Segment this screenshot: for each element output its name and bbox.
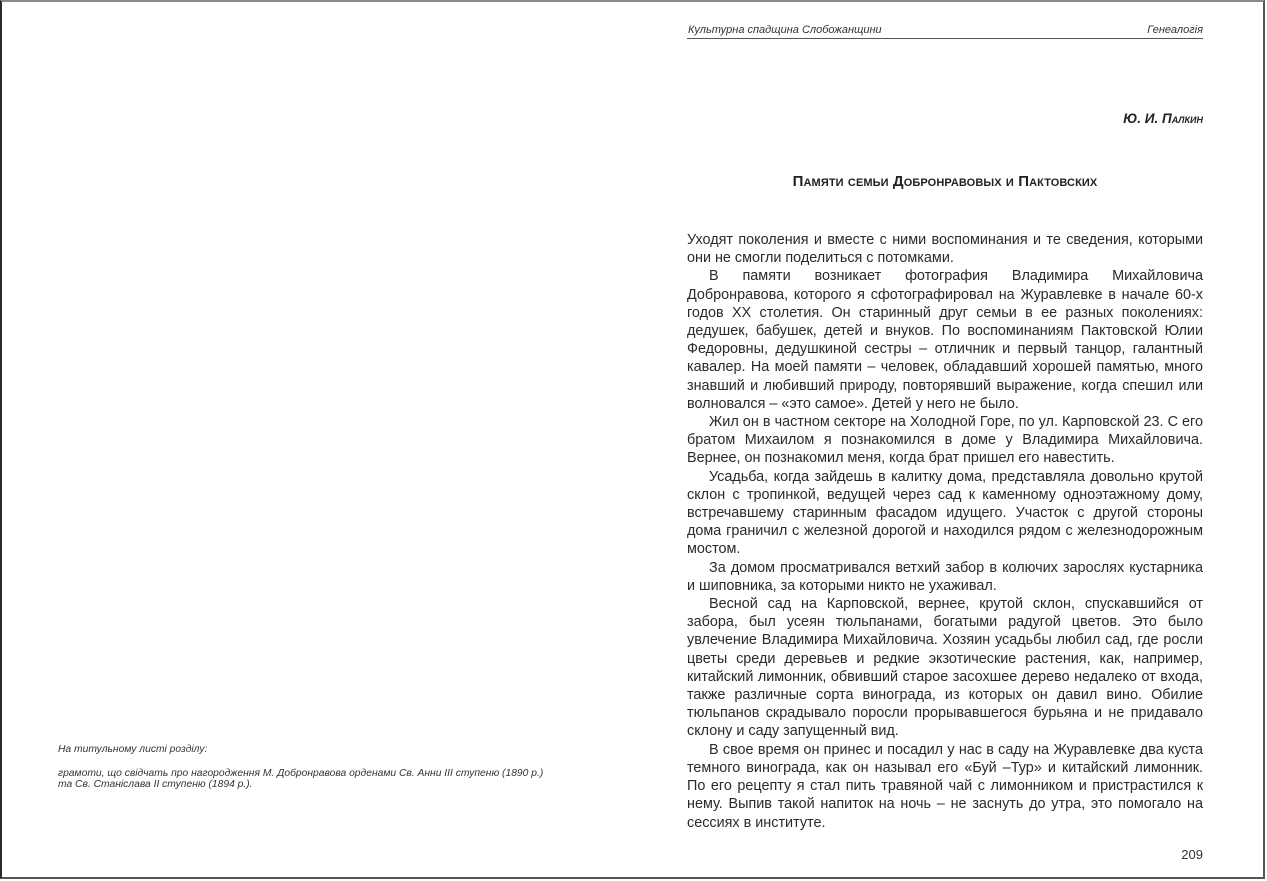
- illustration-caption: [58, 744, 598, 791]
- journal-title: Культурна спадщина Слобожанщини: [688, 24, 882, 36]
- paragraph: Жил он в частном секторе на Холодной Горе, по ул. Карповской 23. С его братом Михаилом я познакомился в доме у Владимира Михайловича. Вернее, он познакомил меня, когда брат пришел его навестить.: [687, 414, 1203, 467]
- right-page: [633, 0, 1267, 881]
- paragraph: В свое время он принес и посадил у нас в саду на Журавлевке два куста темного винограда, как он называл его «Буй –Тур» и китайский лимонник. По его рецепту я стал пить травяной чай с лимонником и пристрастился к нему. Выпив такой напиток на ночь – не заснуть до утра, это помогало на сессиях в институте.: [687, 741, 1203, 831]
- paragraph: Весной сад на Карповской, вернее, крутой склон, спускавшийся от забора, был усеян тюльпанами, богатыми радугой цветов. Это было увлечение Владимира Михайловича. Хозяин усадьбы любил сад, где росли цветы среди деревьев и редкие экзотические растения, как, например, китайский лимонник, обвивший старое засохшее дерево недалеко от входа, также различные сорта винограда, из которых он давил вино. Обилие тюльпанов скрадывало поросли прорывавшегося бурьяна и не придавало склону и саду запущенный вид.: [687, 596, 1203, 740]
- article-title: Памяти семьи Добронравовых и Пактовских: [792, 173, 1098, 190]
- paragraph: Усадьба, когда зайдешь в калитку дома, представляла довольно крутой склон с тропинкой, ведущей через сад к каменному одноэтажному дому, встречавшему старинным фасадом идущего. Участок с другой стороны дома граничил с железной дорогой и находился рядом с железнодорожным мостом.: [687, 468, 1203, 558]
- paragraph: Уходят поколения и вместе с ними воспоминания и те сведения, которыми они не смогли поделиться с потомками.: [687, 232, 1203, 267]
- caption-line-2: та Св. Станіслава ІІ ступеню (1894 р.).: [58, 779, 253, 790]
- caption-description: [58, 768, 598, 791]
- article-author: Ю. И. Палкин: [1123, 111, 1203, 126]
- caption-heading: На титульному листі розділу:: [58, 744, 208, 755]
- running-header: [687, 22, 1203, 39]
- left-page: [0, 0, 633, 881]
- page-number: 209: [1181, 847, 1203, 862]
- section-title: Генеалогія: [1147, 24, 1203, 36]
- paragraph: За домом просматривался ветхий забор в колючих зарослях кустарника и шиповника, за которыми никто не ухаживал.: [687, 559, 1203, 594]
- paragraph: В памяти возникает фотография Владимира Михайловича Добронравова, которого я сфотографировал на Журавлевке в начале 60-х годов XX столетия. Он старинный друг семьи в ее разных поколениях: дедушек, бабушек, детей и внуков. По воспоминаниям Пактовской Юлии Федоровны, дедушкиной сестры – отличник и первый танцор, галантный кавалер. На моей памяти – человек, обладавший хорошей памятью, много знавший и любивший природу, повторявший выражение, когда спешил или волновался – «это самое». Детей у него не было.: [687, 268, 1203, 412]
- caption-line-1: грамоти, що свідчать про нагородження М. Добронравова орденами Св. Анни ІІІ ступеню (1890 р.): [58, 767, 544, 779]
- article-body: [687, 231, 1203, 832]
